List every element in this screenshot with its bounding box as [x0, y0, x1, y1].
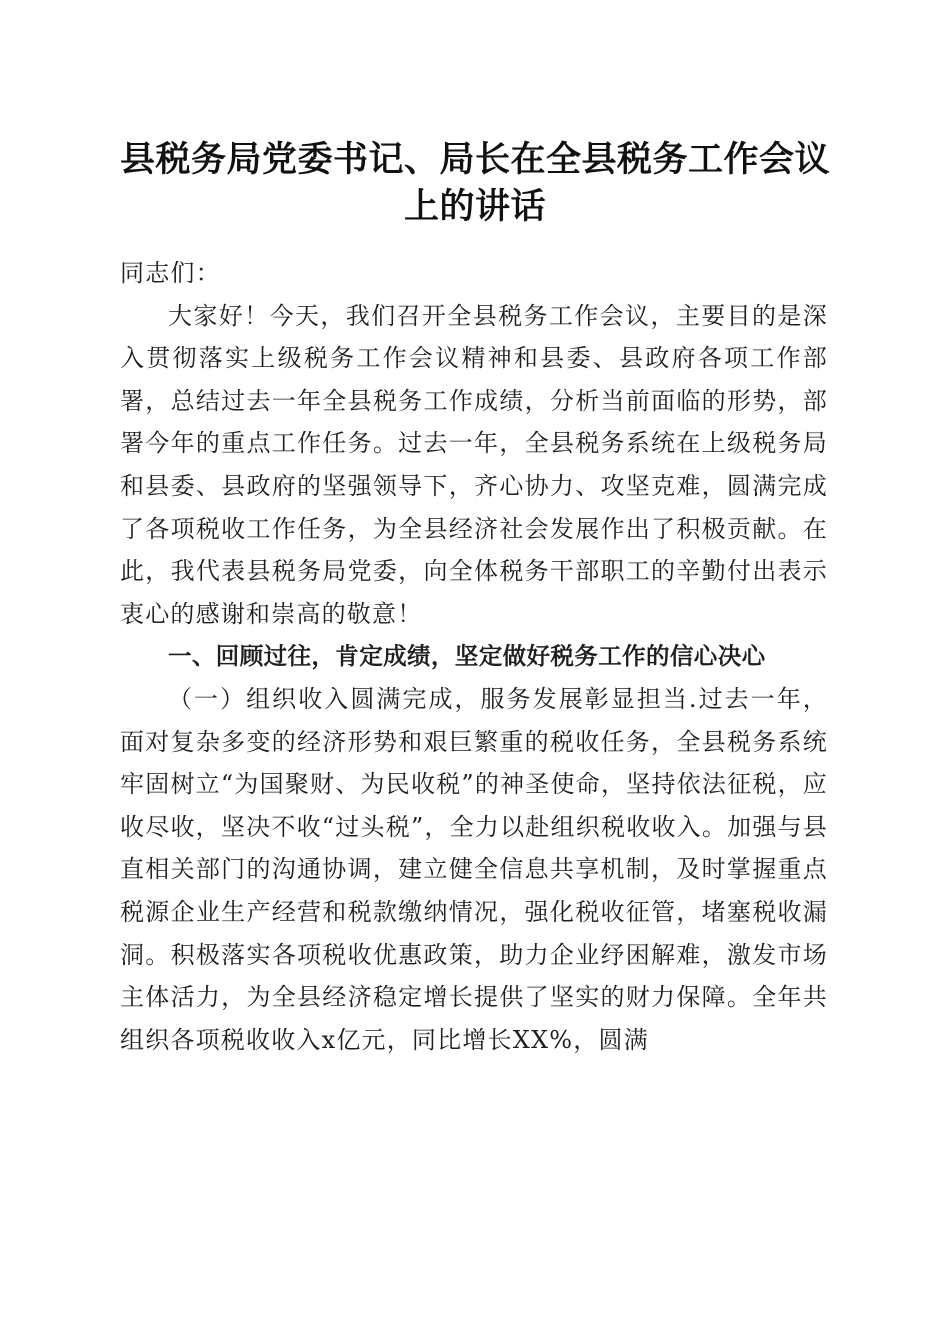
title-line-1: 县税务局党委书记、局长在全县税务工作会议 — [119, 139, 830, 180]
paragraph-opening: 大家好！今天，我们召开全县税务工作会议，主要目的是深入贯彻落实上级税务工作会议精神和县委、县政府各项工作部署，总结过去一年全县税务工作成绩，分析当前面临的形势，部署今年的重点工作任务。过去一年，全县税务系统在上级税务局和县委、县政府的坚强领导下，齐心协力、攻坚克难，圆满完成了各项税收工作任务，为全县经济社会发展作出了积极贡献。在此，我代表县税务局党委，向全体税务干部职工的辛勤付出表示衷心的感谢和崇高的敬意！ — [120, 301, 828, 628]
paragraph-organize-revenue: （一）组织收入圆满完成，服务发展彰显担当.过去一年，面对复杂多变的经济形势和艰巨繁重的税收任务，全县税务系统牢固树立“为国聚财、为民收税”的神圣使命，坚持依法征税，应收尽收，坚决不收“过头税”，全力以赴组织税收收入。加强与县直相关部门的沟通协调，建立健全信息共享机制，及时掌握重点税源企业生产经营和税款缴纳情况，强化税收征管，堵塞税收漏洞。积极落实各项税收优惠政策，助力企业纾困解难，激发市场主体活力，为全县经济稳定增长提供了坚实的财力保障。全年共组织各项税收收入x亿元，同比增长XX%，圆满 — [120, 684, 828, 1054]
document-body — [120, 252, 828, 1061]
document-title — [100, 136, 850, 230]
section-heading-1: 一、回顾过往，肯定成绩，坚定做好税务工作的信心决心 — [168, 642, 766, 671]
title-line-2: 上的讲话 — [403, 186, 546, 227]
salutation: 同志们： — [120, 259, 221, 287]
